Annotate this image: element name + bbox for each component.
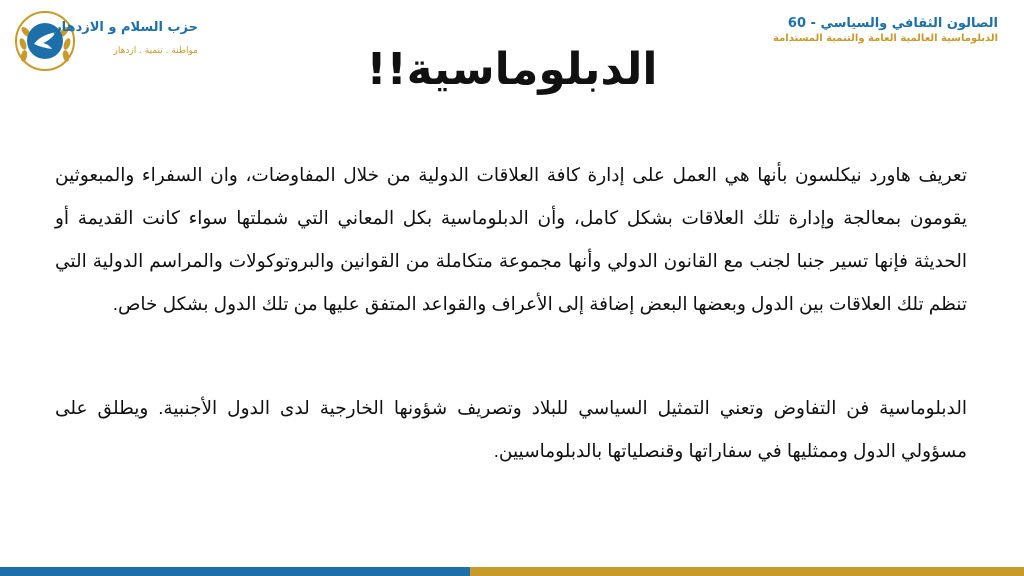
party-slogan: مواطنة . تنمية . ازدهار (113, 46, 198, 56)
salon-title: الصالون الثقافي والسياسي - 60 (787, 16, 998, 31)
footer-bar-gold (470, 567, 1024, 576)
paragraph-definition: تعريف هاورد نيكلسون بأنها هي العمل على إدارة كافة العلاقات الدولية من خلال المفاوضات، وان السفراء والمبعوثين يقومون بمعالجة وإدارة تلك العلاقات بشكل كامل، وأن الدبلوماسية بكل المعاني التي شملتها سواء كانت القديمة أو الحديثة فإنها تسير جنبا لجنب مع القانون الدولي وأنها مجموعة متكاملة من القوانين والبروتوكولات والمراسم الدولية التي تنظم تلك العلاقات بين الدول وبعضها البعض إضافة إلى الأعراف والقواعد المتفق عليها من تلك الدول بشكل خاص. (55, 164, 967, 314)
party-name: حزب السلام و الازدهار (54, 20, 198, 35)
salon-header (738, 16, 998, 44)
footer-bar (0, 567, 1024, 576)
paragraph-diplomacy-art: الدبلوماسية فن التفاوض وتعني التمثيل السياسي للبلاد وتصريف شؤونها الخارجية لدى الدول الأجنبية. ويطلق على مسؤولي الدول وممثليها في سفاراتها وقنصلياتها بالدبلوماسيين. (55, 397, 967, 461)
slide-title: الدبلوماسية!! (366, 44, 658, 95)
salon-subtitle: الدبلوماسية العالمية العامة والتنمية المستدامة (773, 33, 998, 44)
footer-bar-blue (0, 567, 470, 576)
